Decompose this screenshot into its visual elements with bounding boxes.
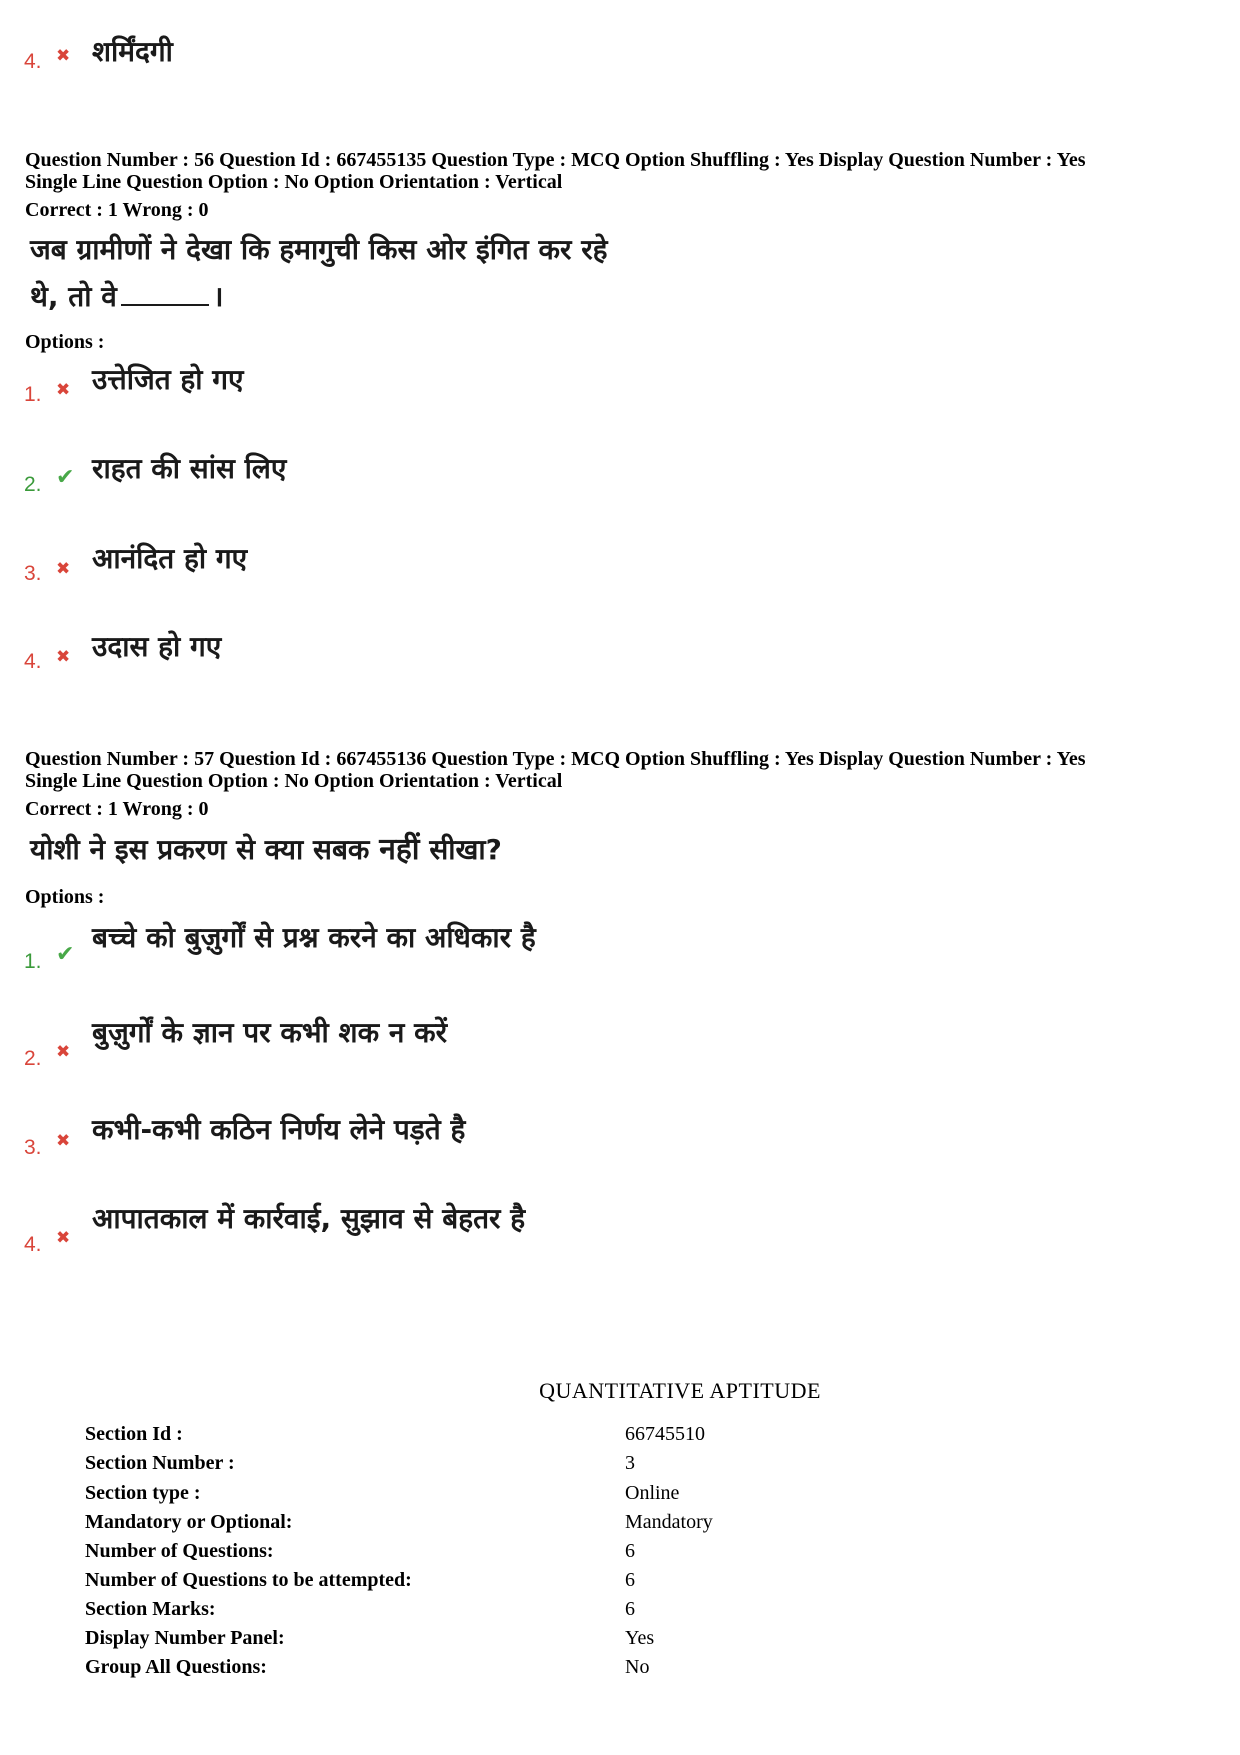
section-row-label: Section Marks: [85,1598,216,1620]
option-number: 2. [24,473,42,496]
section-row-value: 6 [625,1598,635,1620]
question-marks: Correct : 1 Wrong : 0 [25,199,209,221]
option-number: 1. [24,950,42,973]
section-row-value: 3 [625,1452,635,1474]
option-text: शर्मिंदगी [92,35,173,68]
question-meta-line2: Single Line Question Option : No Option Orientation : Vertical [25,770,563,792]
section-title: QUANTITATIVE APTITUDE [539,1378,821,1403]
options-label: Options : [25,886,105,908]
option-text: बुज़ुर्गों के ज्ञान पर कभी शक न करें [92,1016,448,1049]
options-label: Options : [25,331,105,353]
option-text: कभी-कभी कठिन निर्णय लेने पड़ते है [92,1113,466,1146]
question-marks: Correct : 1 Wrong : 0 [25,798,209,820]
cross-icon: ✖ [56,1131,71,1151]
section-row-value: No [625,1656,650,1678]
option-number: 3. [24,562,42,585]
question-text-after: सीखा? [429,833,502,866]
option-number: 2. [24,1047,42,1070]
option-text: बच्चे को बुज़ुर्गों से प्रश्न करने का अधिकार है [92,921,536,954]
question-meta-line2: Single Line Question Option : No Option Orientation : Vertical [25,171,563,193]
section-row-label: Display Number Panel: [85,1627,285,1649]
section-row-label: Number of Questions to be attempted: [85,1569,412,1591]
cross-icon: ✖ [56,559,71,579]
section-row-value: Mandatory [625,1511,713,1533]
option-number: 4. [24,50,42,73]
question-text-before: योशी ने इस प्रकरण से क्या सबक [30,833,370,866]
section-row-label: Section type : [85,1482,201,1504]
cross-icon: ✖ [56,380,71,400]
question-text-line1: जब ग्रामीणों ने देखा कि हमागुची किस ओर इंगित कर रहे [30,233,608,266]
section-row-value: 6 [625,1569,635,1591]
check-icon: ✔ [56,465,75,490]
cross-icon: ✖ [56,647,71,667]
option-text: राहत की सांस लिए [92,452,287,485]
option-text: उत्तेजित हो गए [92,363,244,396]
option-text: उदास हो गए [92,630,222,663]
section-row-label: Group All Questions: [85,1656,267,1678]
option-text: आपातकाल में कार्रवाई, सुझाव से बेहतर है [92,1202,526,1235]
question-meta-line1: Question Number : 56 Question Id : 667455135 Question Type : MCQ Option Shuffling : Yes Display Question Number : Yes [25,149,1086,171]
question-text-emphasis: नहीं [379,832,420,867]
answer-blank [121,278,209,306]
option-text: आनंदित हो गए [92,542,248,575]
option-number: 1. [24,383,42,406]
section-row-value: 6 [625,1540,635,1562]
cross-icon: ✖ [56,46,71,66]
section-row-label: Mandatory or Optional: [85,1511,293,1533]
question-meta-line1: Question Number : 57 Question Id : 667455136 Question Type : MCQ Option Shuffling : Yes Display Question Number : Yes [25,748,1086,770]
section-row-label: Number of Questions: [85,1540,274,1562]
question-text-line2-before: थे, तो वे [30,280,117,313]
option-number: 4. [24,650,42,673]
option-number: 4. [24,1233,42,1256]
question-text-line2-after: । [212,280,224,313]
option-number: 3. [24,1136,42,1159]
section-row-label: Section Id : [85,1423,183,1445]
section-row-value: 66745510 [625,1423,705,1445]
check-icon: ✔ [56,942,75,967]
question-text-line2 [30,278,223,315]
question-text [30,832,502,868]
section-row-value: Online [625,1482,680,1504]
section-row-label: Section Number : [85,1452,235,1474]
section-row-value: Yes [625,1627,655,1649]
cross-icon: ✖ [56,1042,71,1062]
cross-icon: ✖ [56,1228,71,1248]
